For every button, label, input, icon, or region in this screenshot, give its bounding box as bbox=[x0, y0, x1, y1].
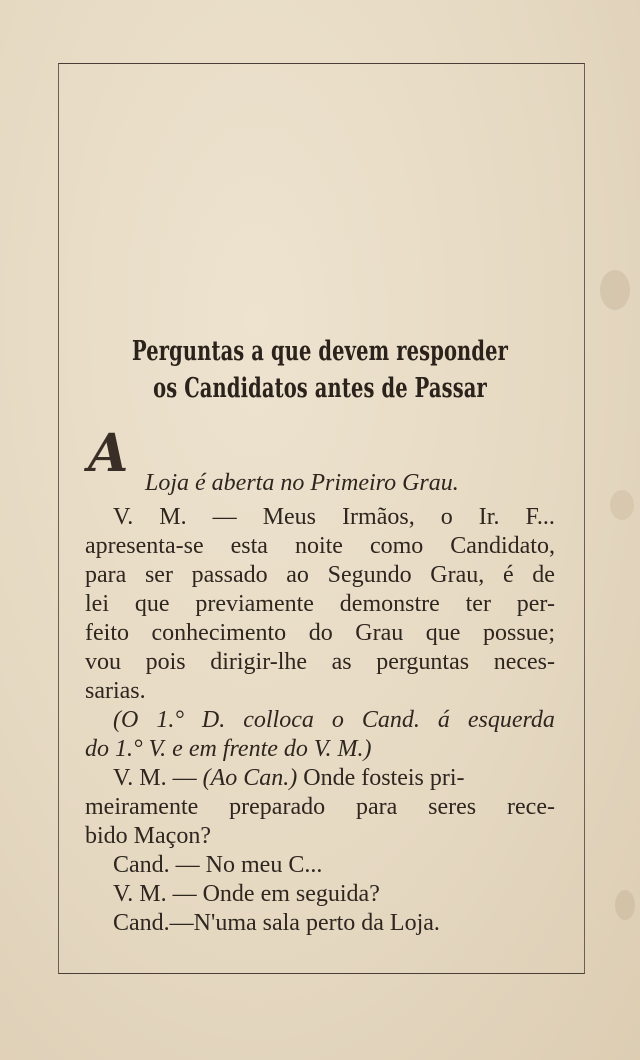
word: neces- bbox=[493, 649, 555, 675]
paper-stain bbox=[615, 890, 635, 920]
word: Candidato, bbox=[450, 533, 555, 559]
line-speaker: V. M. — bbox=[113, 765, 203, 791]
word: que bbox=[425, 620, 461, 646]
text-line bbox=[85, 793, 555, 822]
text-line bbox=[85, 503, 555, 532]
text-line bbox=[85, 532, 555, 561]
word: colloca bbox=[243, 707, 314, 733]
word: conhecimento bbox=[151, 620, 287, 646]
word: feito bbox=[85, 620, 129, 646]
text-line: do 1.° V. e em frente do V. M.) bbox=[85, 736, 372, 762]
heading-line-1: Perguntas a que devem responder bbox=[132, 336, 508, 367]
text-line bbox=[85, 619, 555, 648]
word: lei bbox=[85, 591, 109, 617]
heading-line-2: os Candidatos antes de Passar bbox=[153, 373, 487, 404]
opening-paragraph bbox=[85, 423, 555, 503]
word: ao bbox=[286, 562, 309, 588]
word: Cand. bbox=[361, 707, 420, 733]
word: V. bbox=[113, 504, 134, 530]
word: o bbox=[331, 707, 344, 733]
word: demonstre bbox=[339, 591, 440, 617]
word: 1.° bbox=[156, 707, 184, 733]
text-line: Cand.—N'uma sala perto da Loja. bbox=[113, 910, 440, 936]
word: possue; bbox=[482, 620, 555, 646]
text-line bbox=[85, 648, 555, 677]
word: passado bbox=[191, 562, 268, 588]
word: para bbox=[355, 794, 398, 820]
stage-direction: (Ao Can.) bbox=[202, 765, 298, 791]
text-line: V. M. — Onde em seguida? bbox=[113, 881, 380, 907]
word: noite bbox=[294, 533, 343, 559]
text-line: Cand. — No meu C... bbox=[113, 852, 323, 878]
paper-stain bbox=[600, 270, 630, 310]
drop-cap-letter: A bbox=[88, 423, 129, 484]
word: Irmãos, bbox=[342, 504, 415, 530]
word: esta bbox=[230, 533, 268, 559]
word: pois bbox=[145, 649, 186, 675]
word: Grau, bbox=[430, 562, 485, 588]
word: meiramente bbox=[85, 794, 199, 820]
text-line bbox=[85, 706, 555, 735]
word: Meus bbox=[262, 504, 317, 530]
word: que bbox=[134, 591, 170, 617]
word: o bbox=[440, 504, 453, 530]
line-speech: Onde fosteis pri- bbox=[297, 765, 465, 791]
word: preparado bbox=[229, 794, 326, 820]
word: Segundo bbox=[327, 562, 412, 588]
word: D. bbox=[201, 707, 226, 733]
word: seres bbox=[428, 794, 477, 820]
word: (O bbox=[113, 707, 139, 733]
word: como bbox=[369, 533, 424, 559]
word: per- bbox=[516, 591, 555, 617]
word: perguntas bbox=[376, 649, 470, 675]
text-line: bido Maçon? bbox=[85, 823, 211, 849]
word: á bbox=[437, 707, 450, 733]
word: as bbox=[331, 649, 352, 675]
word: rece- bbox=[507, 794, 555, 820]
word: esquerda bbox=[467, 707, 555, 733]
word: apresenta-se bbox=[85, 533, 204, 559]
word: ser bbox=[144, 562, 173, 588]
text-line bbox=[85, 561, 555, 590]
text-lines bbox=[85, 503, 555, 938]
word: de bbox=[532, 562, 555, 588]
word: F... bbox=[525, 504, 555, 530]
paper-stain bbox=[610, 490, 634, 520]
body-text bbox=[85, 423, 555, 938]
word: ter bbox=[465, 591, 491, 617]
opening-line: Loja é aberta no Primeiro Grau. bbox=[145, 470, 459, 496]
text-line bbox=[85, 764, 555, 793]
text-line: sarias. bbox=[85, 678, 146, 704]
word: previamente bbox=[195, 591, 314, 617]
word: do bbox=[308, 620, 333, 646]
word: Grau bbox=[355, 620, 404, 646]
word: é bbox=[502, 562, 514, 588]
word: — bbox=[212, 504, 237, 530]
text-line bbox=[85, 590, 555, 619]
word: M. bbox=[159, 504, 187, 530]
word: Ir. bbox=[478, 504, 500, 530]
word: dirigir-lhe bbox=[210, 649, 308, 675]
word: vou bbox=[85, 649, 121, 675]
word: para bbox=[85, 562, 127, 588]
